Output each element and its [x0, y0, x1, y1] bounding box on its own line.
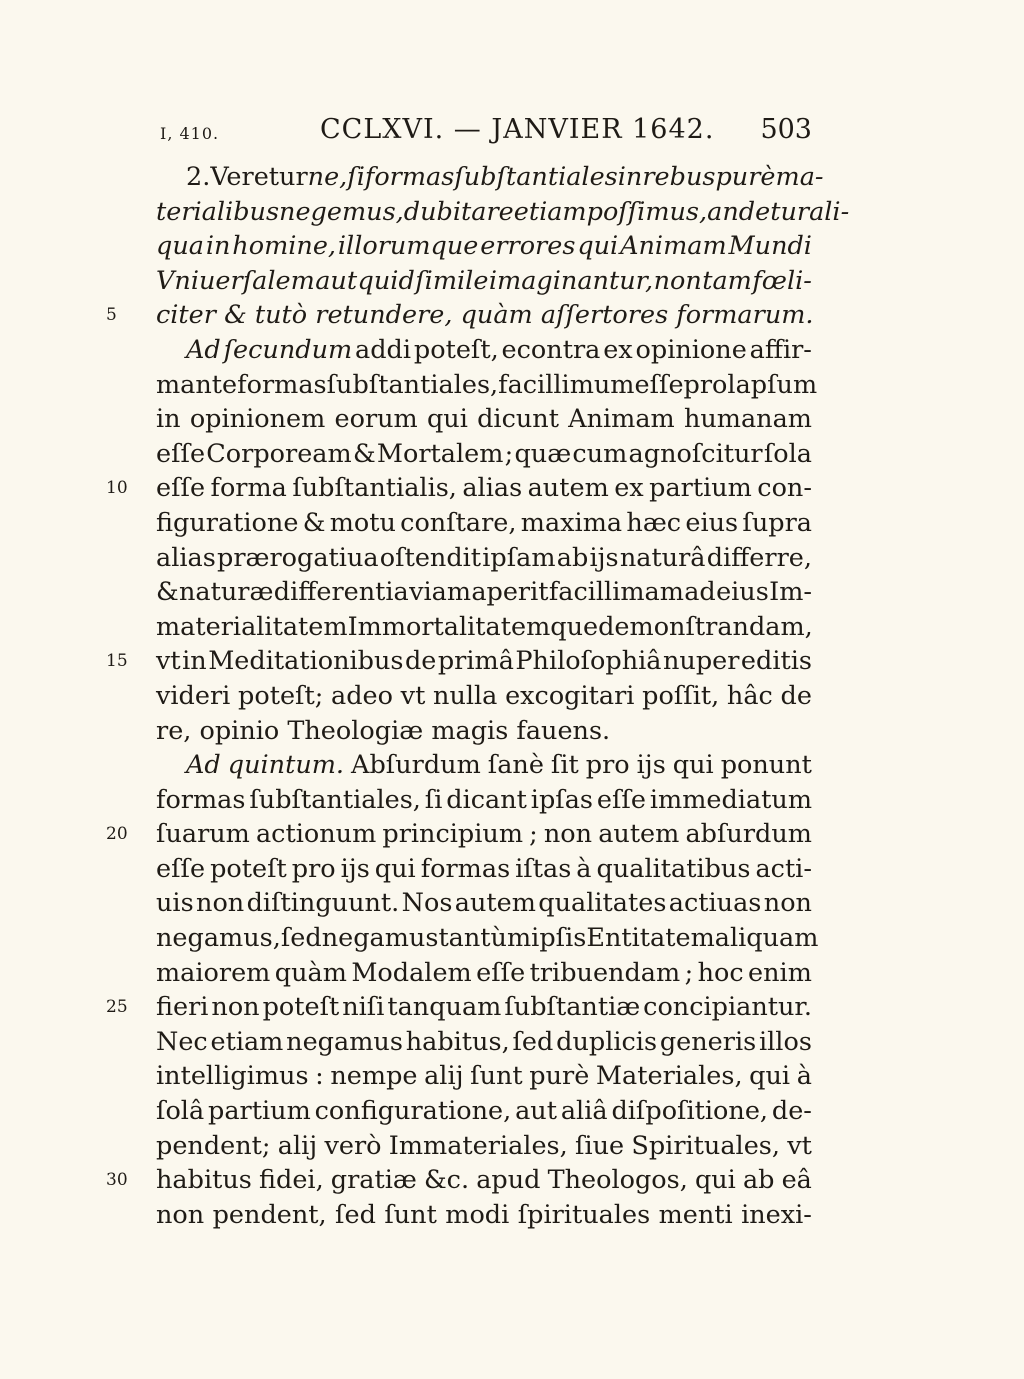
body-text — [106, 160, 850, 1232]
word: alias — [156, 542, 216, 573]
word: qui — [426, 404, 468, 435]
word: Entitatem — [586, 923, 715, 954]
word: Nos — [401, 888, 453, 919]
word: ſpirituales — [517, 1199, 651, 1230]
word: re, — [156, 715, 192, 746]
word: duplicis — [556, 1026, 658, 1057]
word: de- — [771, 1096, 812, 1127]
word: non — [543, 819, 593, 850]
word: purè — [529, 1061, 590, 1092]
word: ; — [529, 819, 538, 850]
word: motu — [329, 507, 396, 538]
word: negamus, — [156, 923, 281, 954]
word: Spirituales, — [631, 1130, 780, 1161]
word: hâc — [726, 680, 773, 711]
word: negamus — [321, 923, 439, 954]
word: ſolâ — [156, 1096, 205, 1127]
word: pro — [585, 750, 630, 781]
text-line — [106, 817, 812, 852]
word: ſecundum — [223, 334, 353, 365]
word: homine, — [232, 231, 337, 262]
text-line — [156, 402, 812, 437]
word: Mortalem — [376, 438, 504, 469]
volume-reference: I, 410. — [160, 124, 220, 143]
word: Immateriales, — [388, 1130, 568, 1161]
word: autem — [454, 888, 536, 919]
word: viam — [409, 577, 472, 608]
word: ſi — [347, 162, 365, 192]
word: partium — [649, 473, 752, 504]
line-number: 25 — [106, 997, 128, 1018]
text-line — [106, 644, 812, 679]
word: eorum — [334, 404, 418, 435]
word: formas — [364, 162, 455, 192]
word: non — [211, 992, 260, 1023]
word: maxima — [520, 507, 623, 538]
word: eius — [716, 577, 769, 608]
word: Animam — [568, 404, 675, 435]
word: tutò — [254, 300, 308, 331]
text-line — [156, 437, 812, 472]
word: hæc — [626, 507, 682, 538]
word: negamus — [286, 1026, 403, 1057]
text-line — [156, 886, 812, 921]
word: eſſe — [476, 957, 526, 988]
word: ſubſtantiales, — [326, 369, 499, 400]
word: econtra — [501, 334, 601, 365]
word: qui — [672, 750, 714, 781]
word: negemus, — [279, 196, 404, 227]
word: Im- — [769, 577, 812, 608]
word: quintum. — [227, 750, 345, 781]
word: in — [205, 231, 231, 262]
word: excogitari — [505, 680, 635, 711]
word: ex — [614, 473, 644, 504]
word: ne, — [307, 162, 348, 192]
word: opinionem — [189, 404, 326, 435]
word: terialibus — [156, 196, 280, 227]
word: generis — [659, 1026, 757, 1057]
word: non — [763, 888, 812, 919]
word: ab — [742, 1165, 775, 1196]
word: ijs — [636, 750, 666, 781]
text-line — [156, 852, 812, 887]
text-line — [156, 368, 818, 403]
word: Modalem — [351, 957, 472, 988]
word: configuratione, — [314, 1096, 512, 1127]
word: alias — [462, 473, 523, 504]
word: ſi — [424, 784, 443, 815]
word: Corpoream — [206, 438, 352, 469]
word: Vniuerſalem — [156, 265, 315, 296]
word: formas — [420, 853, 511, 884]
word: adeo — [331, 680, 393, 711]
word: naturæ — [179, 577, 274, 608]
word: illos — [759, 1026, 812, 1057]
word: ſunt — [384, 1199, 437, 1230]
word: ſunt — [470, 1061, 523, 1092]
text-line — [156, 783, 812, 818]
word: eſſe — [634, 369, 684, 400]
word: demonſtrandam, — [598, 611, 813, 642]
word: quæ — [514, 438, 572, 469]
word: ; — [504, 438, 514, 469]
text-line — [156, 1025, 812, 1060]
running-head — [0, 112, 1024, 152]
word: vt — [400, 680, 426, 711]
word: Materiales, — [595, 1061, 743, 1092]
word: ſuarum — [156, 819, 250, 850]
word: facillimam — [548, 577, 684, 608]
word: qui — [694, 1165, 736, 1196]
word: concipiantur. — [643, 992, 812, 1023]
word: con- — [757, 473, 812, 504]
word: tanquam — [387, 992, 502, 1023]
word: aperit — [471, 577, 549, 608]
word: habitus, — [405, 1026, 510, 1057]
word: retundere, — [315, 300, 453, 331]
word: ſed — [512, 1026, 554, 1057]
word: rebus — [642, 162, 716, 192]
text-line — [156, 541, 812, 576]
word: ex — [603, 334, 633, 365]
word: quàm — [274, 957, 347, 988]
line-number: 5 — [106, 305, 117, 326]
text-line — [106, 990, 812, 1025]
word: poteſt — [210, 853, 287, 884]
word: cum — [572, 438, 628, 469]
word: eſſe — [596, 784, 646, 815]
word: ponunt — [720, 750, 812, 781]
word: aliâ — [560, 1096, 608, 1127]
word: dicunt — [477, 404, 559, 435]
word: ſimile — [415, 265, 489, 296]
text-line — [156, 333, 812, 368]
word: non — [653, 265, 702, 296]
word: oſtendit — [379, 542, 482, 573]
word: ma- — [775, 162, 824, 192]
word: iſtas — [515, 853, 572, 884]
word: 2. — [186, 162, 211, 192]
word: aliquam — [714, 923, 819, 954]
word: enim — [748, 957, 812, 988]
word: fieri — [156, 992, 209, 1023]
word: qui — [749, 1061, 791, 1092]
word: materialitatem — [156, 611, 348, 642]
word: poſſimus, — [586, 196, 708, 227]
word: ſubſtantiæ — [504, 992, 641, 1023]
word: ſubſtantiales, — [249, 784, 421, 815]
word: diſtinguunt. — [246, 888, 400, 919]
text-line — [156, 195, 850, 230]
word: & — [156, 577, 179, 608]
line-number: 10 — [106, 478, 128, 499]
word: ſanè — [487, 750, 544, 781]
word: ijs — [589, 542, 619, 573]
word: nuper — [662, 646, 740, 677]
line-number: 30 — [106, 1170, 128, 1191]
word: Theologos, — [547, 1165, 688, 1196]
word: pendent, — [212, 1199, 327, 1230]
word: diſpoſitione, — [611, 1096, 769, 1127]
word: Veretur — [210, 162, 308, 192]
text-line — [106, 471, 812, 506]
word: habitus — [156, 1165, 252, 1196]
word: ad — [684, 577, 716, 608]
word: Immortalitatemque — [347, 611, 599, 642]
word: figuratione — [156, 507, 299, 538]
word: vt — [787, 1130, 812, 1161]
word: Ad — [186, 334, 221, 365]
text-line — [156, 610, 812, 645]
word: : — [315, 1061, 324, 1092]
word: poteſt — [262, 992, 340, 1023]
word: inexi- — [741, 1199, 812, 1230]
word: qui — [577, 231, 619, 262]
word: gratiæ — [330, 1165, 417, 1196]
text-line — [156, 575, 812, 610]
word: de — [404, 646, 437, 677]
word: primâ — [437, 646, 514, 677]
word: ſubſtantiales — [454, 162, 618, 192]
text-line — [156, 1094, 812, 1129]
word: acti- — [755, 853, 812, 884]
word: poteſt; — [238, 680, 324, 711]
word: eâ — [781, 1165, 812, 1196]
text-line — [106, 1163, 812, 1198]
word: formarum. — [676, 300, 814, 331]
word: ſit — [550, 750, 579, 781]
word: & — [352, 438, 376, 469]
word: alij — [277, 1130, 318, 1161]
word: ſiue — [575, 1130, 625, 1161]
text-line — [106, 298, 814, 333]
word: imaginantur, — [488, 265, 654, 296]
word: apud — [476, 1165, 541, 1196]
word: menti — [658, 1199, 733, 1230]
text-line — [156, 921, 819, 956]
word: ipſam — [482, 542, 556, 573]
word: naturâ — [619, 542, 706, 573]
letter-heading: CCLXVI. — JANVIER 1642. — [320, 114, 715, 145]
word: autem — [598, 819, 680, 850]
word: nulla — [433, 680, 498, 711]
word: non — [156, 1199, 205, 1230]
word: errores — [480, 231, 576, 262]
word: facillimum — [498, 369, 635, 400]
text-line — [156, 679, 812, 714]
word: qua — [156, 231, 204, 262]
word: eſſe — [156, 438, 206, 469]
word: fidei, — [258, 1165, 324, 1196]
word: qualitates — [538, 888, 667, 919]
word: formas — [237, 369, 327, 400]
word: etiam — [513, 196, 587, 227]
text-line — [156, 1198, 812, 1233]
word: ; — [684, 957, 694, 988]
word: opinio — [199, 715, 280, 746]
word: non — [196, 888, 245, 919]
line-number: 15 — [106, 651, 128, 672]
word: magis — [431, 715, 509, 746]
word: forma — [210, 473, 287, 504]
word: Mundi — [728, 231, 812, 262]
word: prærogatiua — [217, 542, 379, 573]
word: Abſurdum — [351, 750, 481, 781]
word: pro — [291, 853, 336, 884]
word: etiam — [210, 1026, 284, 1057]
word: ſubſtantialis, — [292, 473, 457, 504]
text-line — [156, 1059, 812, 1094]
word: aſſertores — [540, 300, 669, 331]
word: verò — [324, 1130, 382, 1161]
word: ipſas — [530, 784, 594, 815]
word: vt — [156, 646, 181, 677]
word: purè — [715, 162, 776, 192]
word: à — [796, 1061, 812, 1092]
word: &c. — [423, 1165, 470, 1196]
word: fœli- — [752, 265, 812, 296]
text-line — [156, 264, 812, 299]
word: humanam — [683, 404, 812, 435]
word: in — [182, 646, 207, 677]
word: & — [224, 300, 247, 331]
word: differentia — [273, 577, 409, 608]
text-line — [156, 956, 812, 991]
word: in — [156, 404, 181, 435]
word: aut — [315, 265, 358, 296]
word: citer — [156, 300, 216, 331]
word: maiorem — [156, 957, 271, 988]
word: poſſit, — [642, 680, 720, 711]
word: ab — [556, 542, 589, 573]
word: poteſt, — [413, 334, 499, 365]
word: prolapſum — [683, 369, 818, 400]
text-line — [156, 714, 812, 749]
word: alij — [424, 1061, 464, 1092]
text-line — [156, 506, 812, 541]
word: aut — [515, 1096, 557, 1127]
text-line — [156, 160, 824, 195]
text-line — [156, 748, 812, 783]
word: eſſe — [156, 473, 206, 504]
text-line — [156, 1129, 812, 1164]
word: dubitare — [403, 196, 514, 227]
word: editis — [740, 646, 812, 677]
word: tribuendam — [529, 957, 681, 988]
word: Theologiæ — [287, 715, 424, 746]
word: ali- — [809, 196, 850, 227]
word: differre, — [706, 542, 812, 573]
word: actiuas — [668, 888, 762, 919]
word: qualitatibus — [596, 853, 751, 884]
word: an — [707, 196, 739, 227]
word: Ad — [186, 750, 221, 781]
word: immediatum — [649, 784, 812, 815]
word: addi — [355, 334, 412, 365]
word: illorumque — [337, 231, 479, 262]
word: de — [780, 680, 812, 711]
line-number: 20 — [106, 824, 128, 845]
word: conſtare, — [400, 507, 517, 538]
word: ſupra — [742, 507, 812, 538]
word: ſed — [335, 1199, 376, 1230]
word: actionum — [255, 819, 377, 850]
word: hoc — [697, 957, 744, 988]
word: à — [576, 853, 592, 884]
word: detur — [738, 196, 810, 227]
word: nempe — [330, 1061, 418, 1092]
word: niſi — [342, 992, 385, 1023]
word: affir- — [749, 334, 812, 365]
word: tam — [702, 265, 752, 296]
word: ſola — [763, 438, 812, 469]
word: modi — [445, 1199, 510, 1230]
word: opinione — [635, 334, 747, 365]
word: & — [302, 507, 326, 538]
word: Animam — [620, 231, 727, 262]
word: mante — [156, 369, 238, 400]
page-number: 503 — [760, 114, 812, 145]
word: ijs — [340, 853, 370, 884]
word: quàm — [460, 300, 533, 331]
word: autem — [527, 473, 609, 504]
word: abſurdum — [685, 819, 812, 850]
word: intelligimus — [156, 1061, 309, 1092]
word: uis — [156, 888, 194, 919]
word: qui — [374, 853, 416, 884]
word: partium — [208, 1096, 311, 1127]
word: in — [617, 162, 643, 192]
word: fauens. — [516, 715, 611, 746]
word: eſſe — [156, 853, 206, 884]
word: Meditationibus — [208, 646, 404, 677]
word: Philoſophiâ — [515, 646, 662, 677]
text-line — [156, 229, 812, 264]
word: eius — [685, 507, 739, 538]
word: quid — [357, 265, 415, 296]
word: tantùm — [438, 923, 532, 954]
word: dicant — [446, 784, 527, 815]
word: formas — [156, 784, 246, 815]
word: Nec — [156, 1026, 208, 1057]
word: ſed — [280, 923, 322, 954]
word: agnoſcitur — [628, 438, 763, 469]
word: principium — [382, 819, 524, 850]
word: pendent; — [156, 1130, 271, 1161]
word: videri — [156, 680, 231, 711]
word: ipſis — [531, 923, 587, 954]
